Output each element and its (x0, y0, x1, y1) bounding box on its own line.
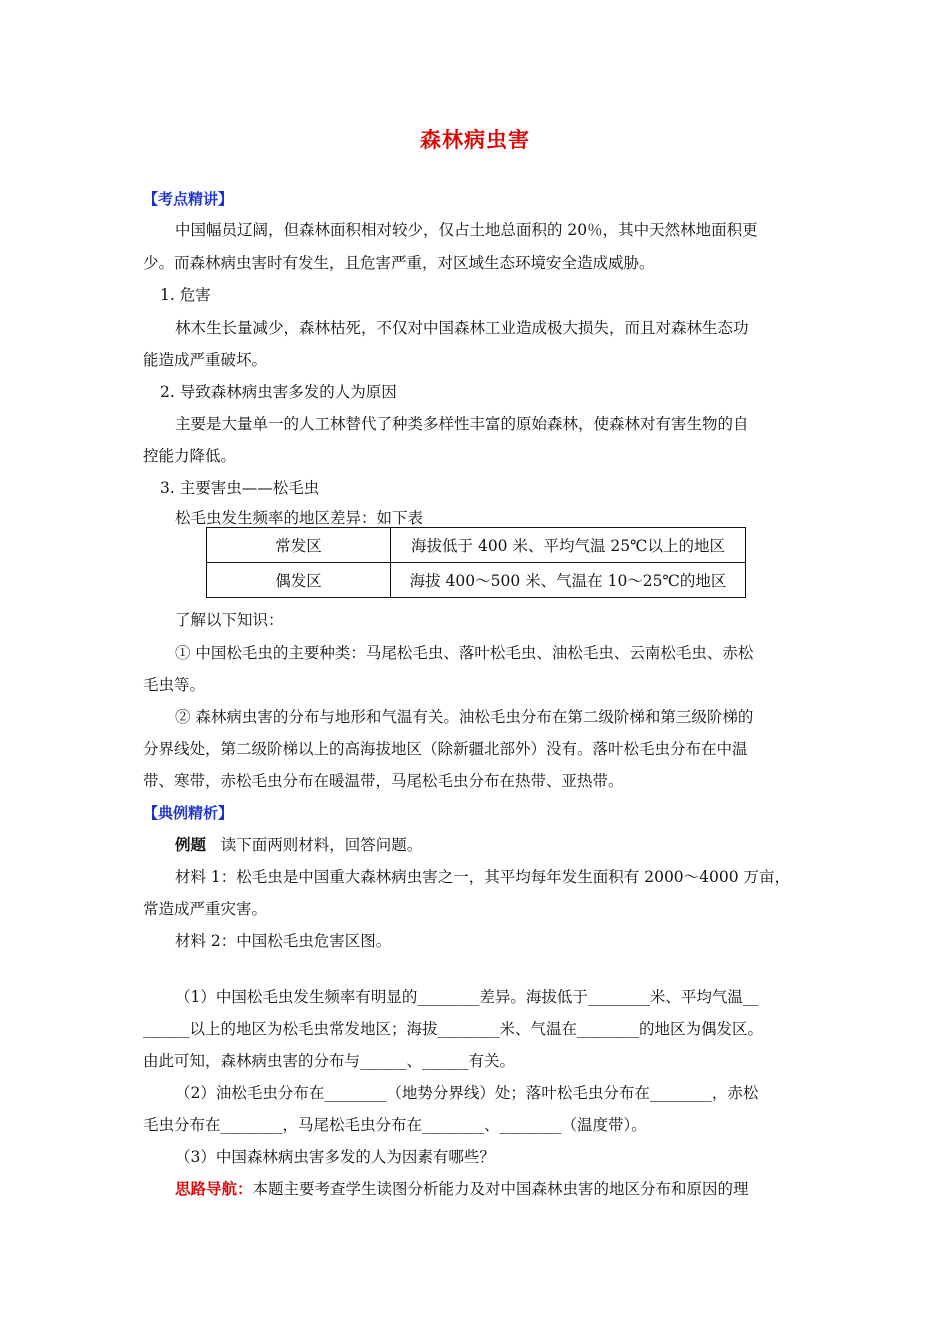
paragraph-line: 控能力降低。 (143, 447, 237, 465)
example-label: 例题 (175, 836, 207, 854)
list-heading: 1. 危害 (160, 286, 211, 304)
list-heading: 3. 主要害虫——松毛虫 (160, 479, 320, 497)
question-line: （2）油松毛虫分布在________（地势分界线）处；落叶松毛虫分布在________，赤松 (175, 1084, 759, 1102)
table-cell-desc: 海拔低于 400 米、平均气温 25℃以上的地区 (391, 528, 746, 563)
paragraph-line: 中国幅员辽阔，但森林面积相对较少，仅占土地总面积的 20％，其中天然林地面积更 (175, 221, 758, 239)
paragraph-line: 分界线处，第二级阶梯以上的高海拔地区（除新疆北部外）没有。落叶松毛虫分布在中温 (143, 740, 748, 758)
paragraph-line: 带、寒带，赤松毛虫分布在暖温带，马尾松毛虫分布在热带、亚热带。 (143, 772, 624, 790)
paragraph-line: 材料 1：松毛虫是中国重大森林病虫害之一，其平均每年发生面积有 2000～4000 万亩， (175, 868, 791, 886)
paragraph-line: 林木生长量减少，森林枯死，不仅对中国森林工业造成极大损失，而且对森林生态功 (175, 319, 749, 337)
paragraph-line: 了解以下知识： (175, 611, 284, 629)
question-line: （1）中国松毛虫发生频率有明显的________差异。海拔低于________米、平均气温__ (175, 988, 759, 1006)
paragraph-line: 能造成严重破坏。 (143, 351, 268, 369)
frequency-table (206, 527, 746, 598)
question-line: ______以上的地区为松毛虫常发地区；海拔________米、气温在________的地区为偶发区。 (143, 1020, 764, 1038)
hint-text: 本题主要考查学生读图分析能力及对中国森林虫害的地区分布和原因的理 (252, 1180, 749, 1198)
table-row (207, 563, 746, 598)
section-heading-dianli: 【典例精析】 (143, 804, 234, 822)
paragraph-line: 主要是大量单一的人工林替代了种类多样性丰富的原始森林，使森林对有害生物的自 (175, 415, 749, 433)
hint-label: 思路导航： (175, 1180, 253, 1198)
table-cell-desc: 海拔 400～500 米、气温在 10～25℃的地区 (391, 563, 746, 598)
paragraph-line: ① 中国松毛虫的主要种类：马尾松毛虫、落叶松毛虫、油松毛虫、云南松毛虫、赤松 (175, 644, 754, 662)
table-cell-zone: 偶发区 (207, 563, 391, 598)
table-row (207, 528, 746, 563)
list-heading: 2. 导致森林病虫害多发的人为原因 (160, 383, 397, 401)
paragraph-line: 松毛虫发生频率的地区差异：如下表 (175, 509, 424, 527)
paragraph-line: 少。而森林病虫害时有发生，且危害严重，对区域生态环境安全造成威胁。 (143, 254, 655, 272)
page-title: 森林病虫害 (420, 128, 530, 152)
question-line: （3）中国森林病虫害多发的人为因素有哪些？ (175, 1148, 495, 1166)
table-cell-zone: 常发区 (207, 528, 391, 563)
section-heading-kaodian: 【考点精讲】 (143, 190, 234, 208)
paragraph-line: 材料 2：中国松毛虫危害区图。 (175, 932, 392, 950)
paragraph-line: 毛虫等。 (143, 676, 206, 694)
question-line: 由此可知，森林病虫害的分布与______、______有关。 (143, 1052, 516, 1070)
hint-line (175, 1179, 815, 1199)
example-line (175, 835, 815, 855)
example-prompt: 读下面两则材料，回答问题。 (220, 836, 423, 854)
paragraph-line: ② 森林病虫害的分布与地形和气温有关。油松毛虫分布在第二级阶梯和第三级阶梯的 (175, 708, 754, 726)
question-line: 毛虫分布在________，马尾松毛虫分布在________、________（温度带）。 (143, 1116, 647, 1134)
paragraph-line: 常造成严重灾害。 (143, 900, 268, 918)
